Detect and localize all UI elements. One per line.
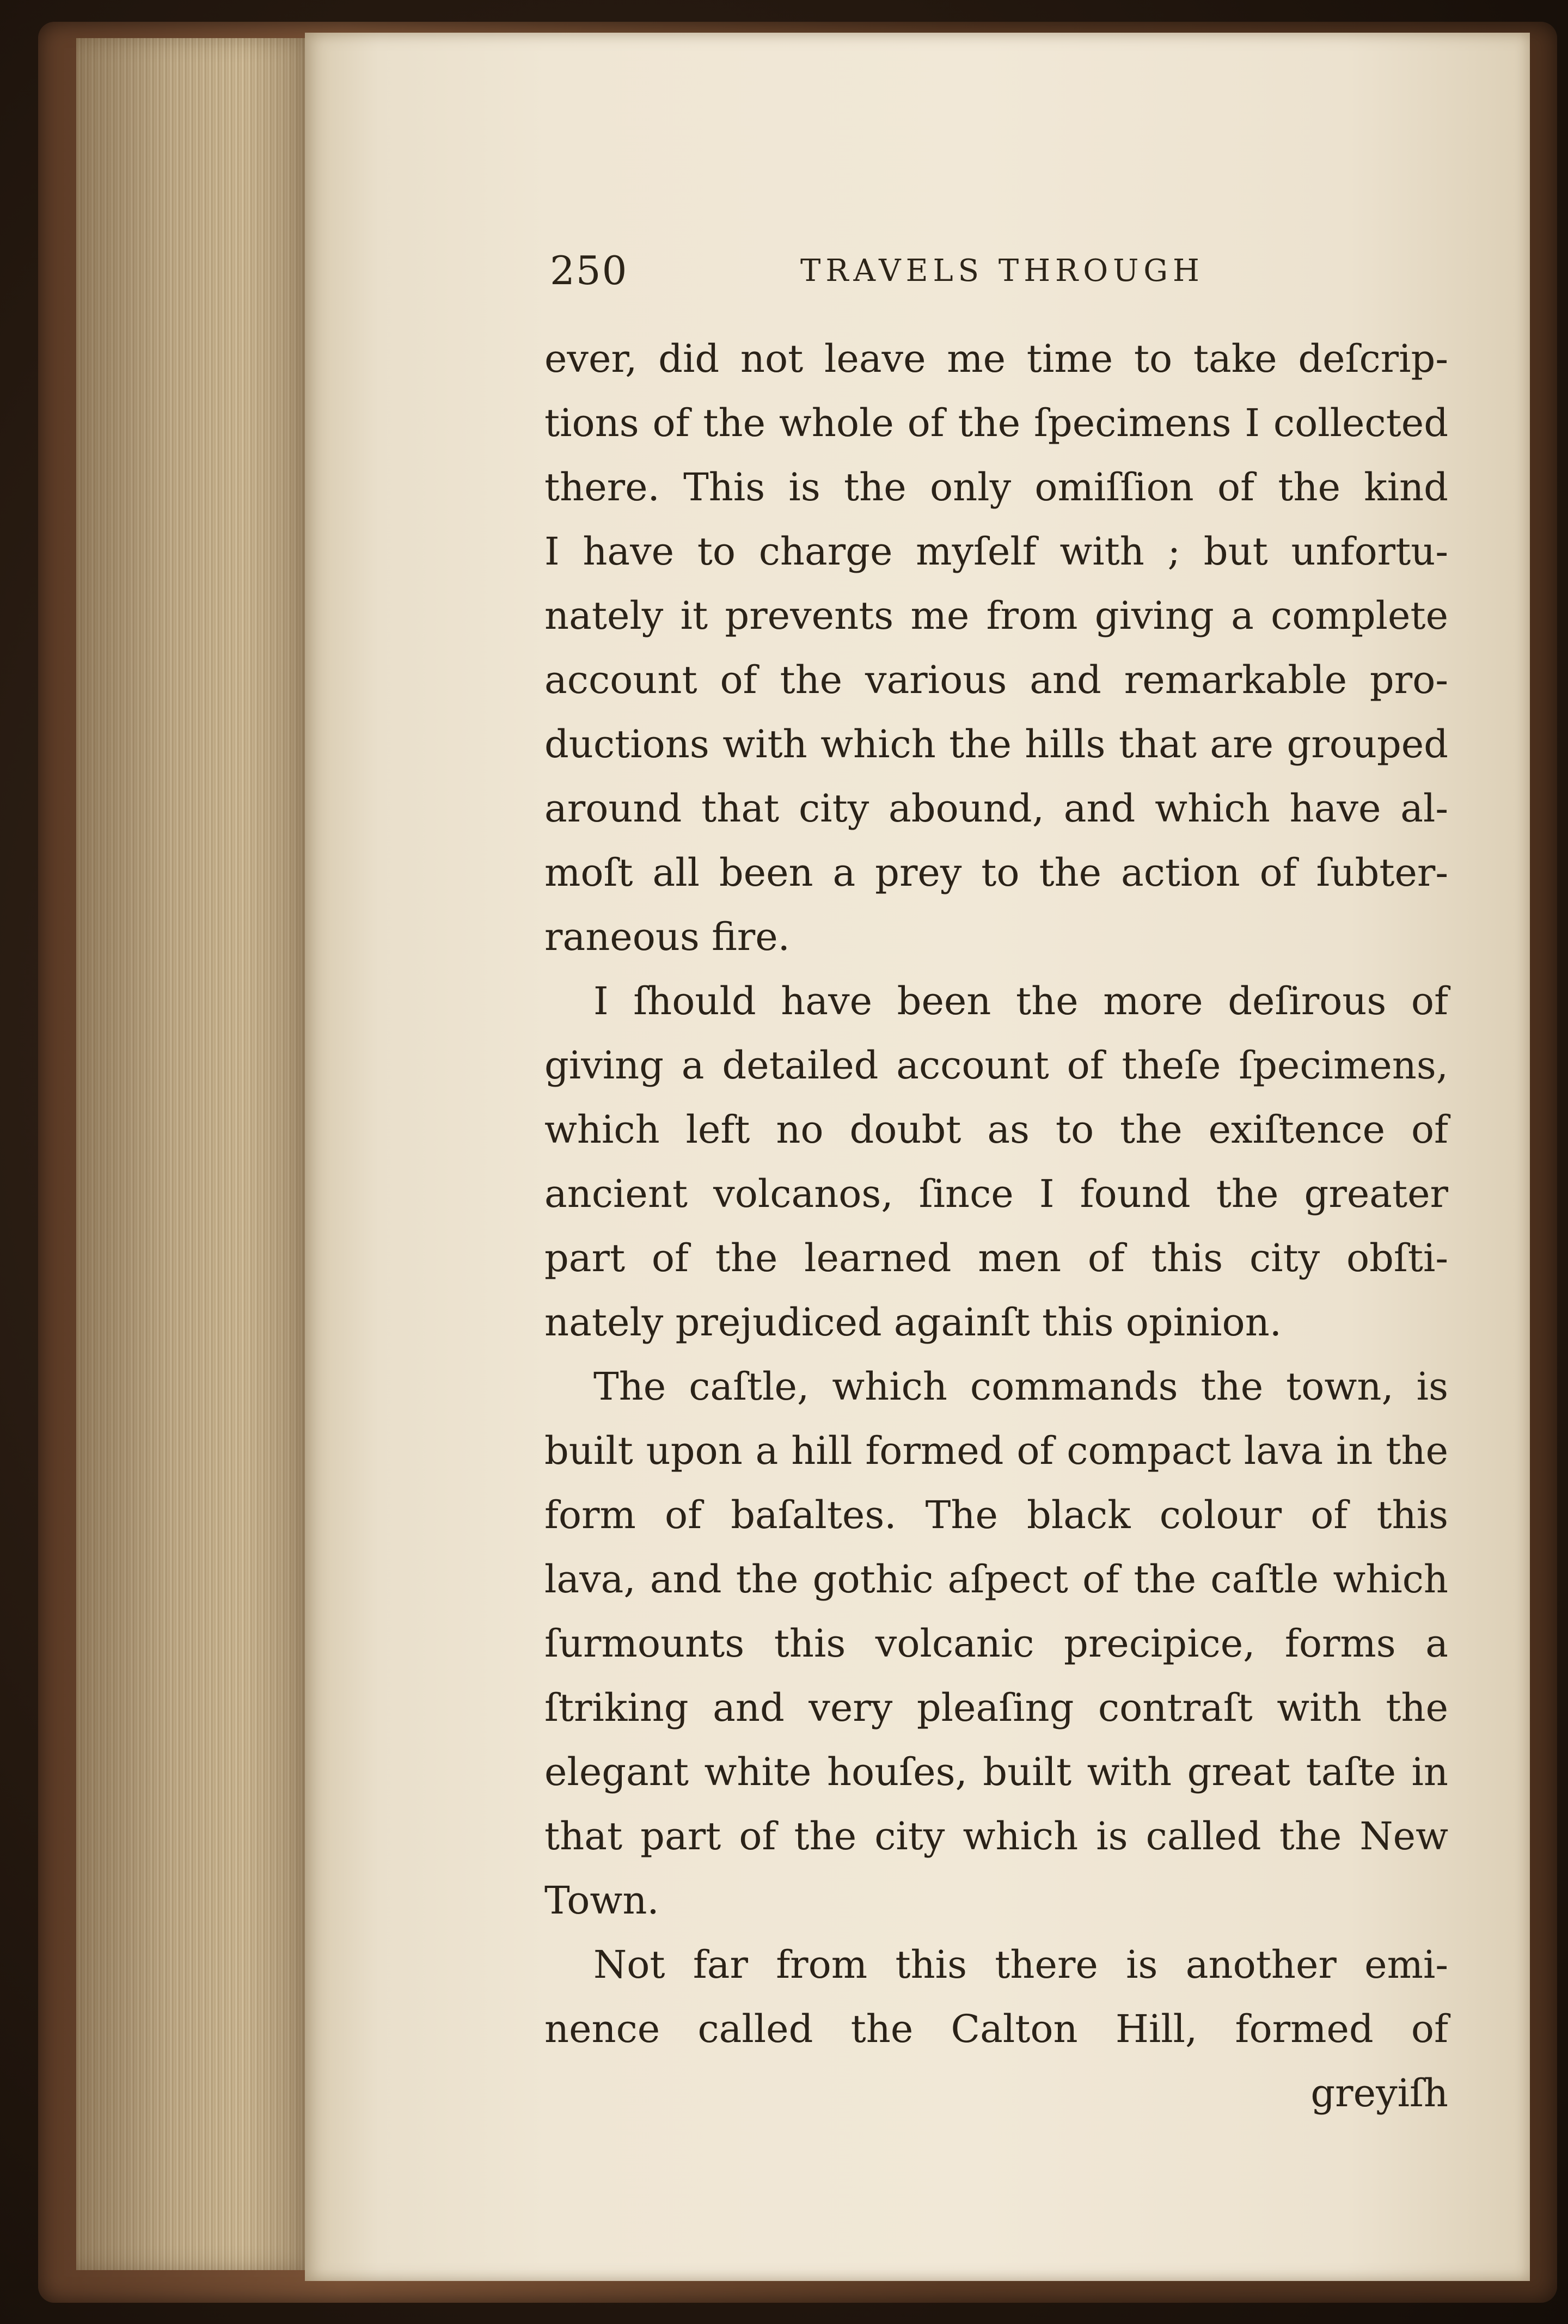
page-header <box>550 248 1258 308</box>
text-line: Not far from this there is another emi- <box>593 1942 1448 1987</box>
text-line: part of the learned men of this city obſti- <box>544 1236 1448 1280</box>
text-line: nately it prevents me from giving a complete <box>544 593 1448 638</box>
text-line: account of the various and remarkable pro- <box>544 658 1448 702</box>
text-line: ſurmounts this volcanic precipice, forms a <box>544 1621 1448 1666</box>
text-line: there. This is the only omiſſion of the kind <box>544 465 1448 510</box>
text-line: built upon a hill formed of compact lava in the <box>544 1428 1448 1473</box>
text-line: The caſtle, which commands the town, is <box>593 1364 1448 1409</box>
text-line: moſt all been a prey to the action of ſubter- <box>544 850 1448 895</box>
text-line: form of baſaltes. The black colour of this <box>544 1493 1448 1537</box>
text-line: I ſhould have been the more deſirous of <box>593 979 1448 1023</box>
text-line: nately prejudiced againſt this opinion. <box>544 1300 1282 1345</box>
text-line: I have to charge myſelf with ; but unfortu- <box>544 529 1448 574</box>
text-line: that part of the city which is called the New <box>544 1814 1448 1859</box>
text-line: around that city abound, and which have al- <box>544 786 1448 831</box>
text-line: ſtriking and very pleaſing contraſt with the <box>544 1685 1448 1730</box>
catchword: greyiſh <box>1310 2071 1448 2115</box>
text-line: Town. <box>544 1878 659 1923</box>
text-line: ductions with which the hills that are grouped <box>544 722 1448 767</box>
text-line: which left no doubt as to the exiſtence of <box>544 1107 1448 1152</box>
running-head: TRAVELS THROUGH <box>800 253 1204 289</box>
text-line: raneous fire. <box>544 915 790 959</box>
page-edges-shading <box>76 38 316 2270</box>
page-text <box>544 327 1448 2125</box>
text-line: lava, and the gothic aſpect of the caſtle which <box>544 1557 1448 1602</box>
text-line: ever, did not leave me time to take deſcrip- <box>544 336 1448 381</box>
text-line: ancient volcanos, ſince I found the greater <box>544 1172 1448 1216</box>
text-line: nence called the Calton Hill, formed of <box>544 2007 1448 2051</box>
text-line: tions of the whole of the ſpecimens I collected <box>544 401 1448 445</box>
page-number: 250 <box>550 248 628 293</box>
text-line: elegant white houſes, built with great taſte in <box>544 1750 1448 1794</box>
text-line: giving a detailed account of theſe ſpecimens, <box>544 1043 1448 1088</box>
